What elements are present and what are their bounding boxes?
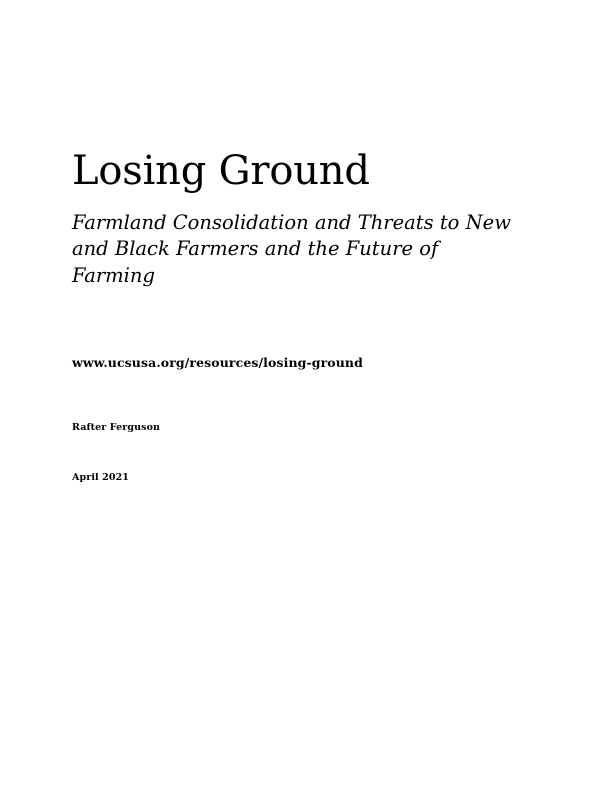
document-subtitle: Farmland Consolidation and Threats to New and Black Farmers and the Future of Farming (72, 211, 511, 287)
page-title: Losing Ground (72, 148, 370, 194)
title-block (72, 148, 542, 483)
document-url-link[interactable]: www.ucsusa.org/resources/losing-ground (72, 355, 363, 370)
document-date: April 2021 (72, 472, 129, 483)
document-author: Rafter Ferguson (72, 422, 161, 433)
